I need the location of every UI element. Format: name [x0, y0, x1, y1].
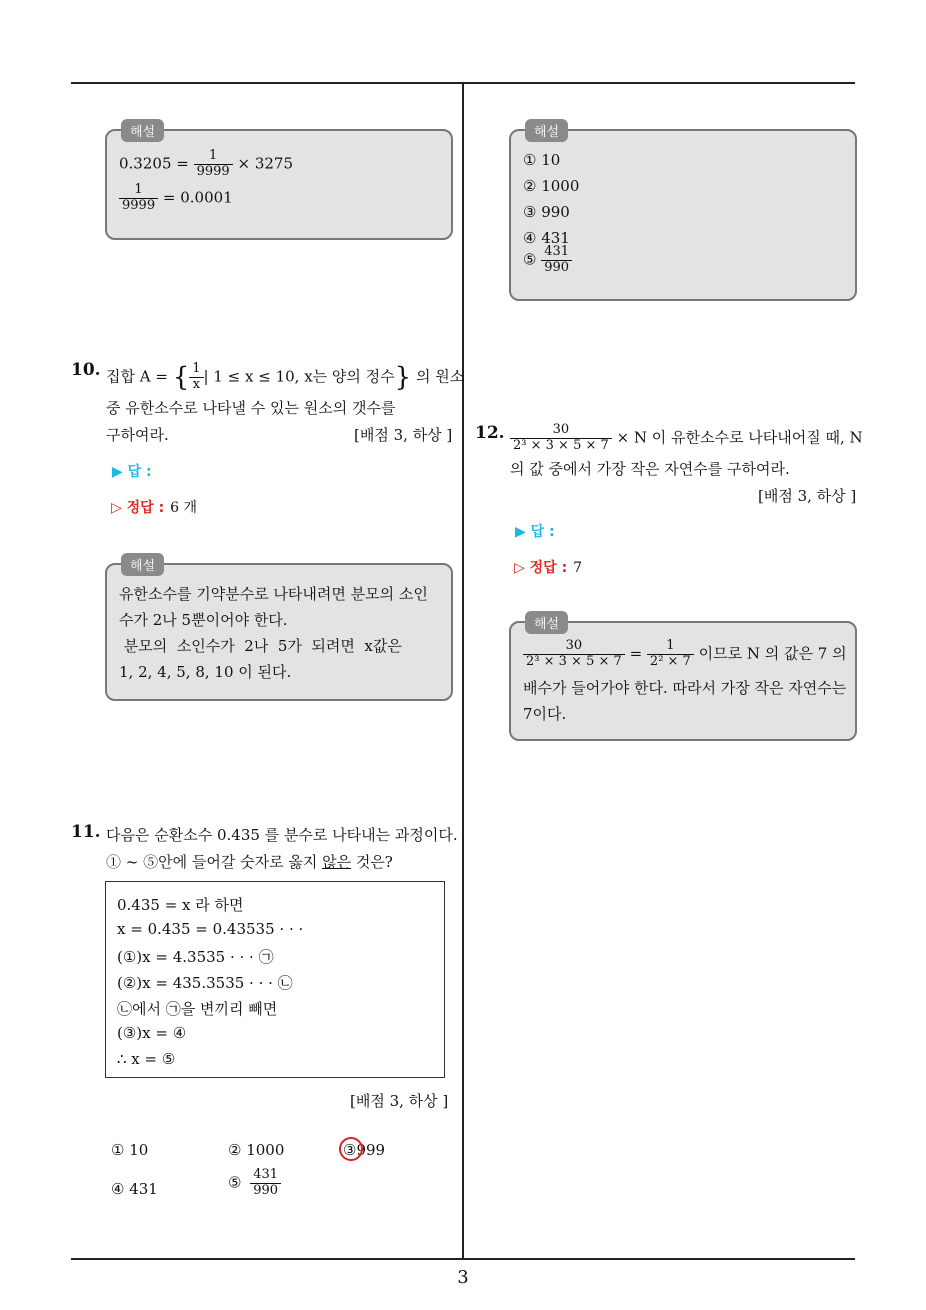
solution-tag: 해설 — [121, 119, 164, 142]
q12-solution-box — [509, 617, 857, 741]
selected-answer-mark — [339, 1137, 363, 1161]
q10-line1: 집합 A = { $\frac{1}{x}$ | 1 ≤ x ≤ 10, x는 양의 정수} 의 원소 — [106, 361, 465, 393]
q11-box-line-4: (②)x = 435.3535 · · · ㉡ — [117, 974, 293, 992]
q11-option-1[interactable]: ① 10 — [111, 1141, 149, 1159]
column-divider — [462, 83, 464, 1259]
q9-solution-box — [105, 125, 453, 240]
q11-option-2[interactable]: ② 1000 — [228, 1141, 285, 1159]
q11-line2: ① ~ ⑤안에 들어갈 숫자로 옳지 않은 것은? — [106, 853, 393, 871]
q12-sol-line-1: $\frac{30}{\text{2³ × 3 × 5 × 7}}$ = $\frac{1}{\text{2² × 7}}$ 이므로 N 의 값은 7 의 — [523, 639, 847, 670]
solution-tag: 해설 — [525, 611, 568, 634]
q11-option-5-frac: $\frac{431}{990}$ — [250, 1168, 281, 1199]
q12-correct-answer: ▷ 정답 : 7 — [514, 560, 583, 576]
q12-frac: $\frac{30}{\text{2³ × 3 × 5 × 7}}$ — [510, 423, 612, 454]
q10-sol-line-3: 분모의 소인수가 2나 5가 되려면 x값은 — [119, 637, 402, 655]
q10-sol-line-2: 수가 2나 5뿐이어야 한다. — [119, 611, 288, 629]
q11-solution-box — [509, 125, 857, 301]
q11-box-line-5: ㉡에서 ㉠을 변끼리 빼면 — [117, 1000, 278, 1018]
q10-sol-line-4: 1, 2, 4, 5, 8, 10 이 된다. — [119, 663, 292, 681]
q9-line1-rhs: × 3275 — [237, 154, 293, 173]
q12-sol-line-3: 7이다. — [523, 705, 567, 723]
q11-box-line-2: x = 0.435 = 0.43535 · · · — [117, 920, 304, 938]
q11-line1: 다음은 순환소수 0.435 를 분수로 나타내는 과정이다. — [106, 826, 458, 844]
q11-box-line-1: 0.435 = x 라 하면 — [117, 896, 244, 914]
q10-line2: 중 유한소수로 나타낼 수 있는 원소의 갯수를 — [106, 399, 396, 417]
q12-score: [배점 3, 하상 ] — [758, 487, 857, 505]
solution-tag: 해설 — [525, 119, 568, 142]
q11-sol-frac: $\frac{431}{990}$ — [541, 245, 572, 276]
q11-sol-line-1: ① 10 — [523, 151, 561, 169]
q12-line2: 의 값 중에서 가장 작은 자연수를 구하여라. — [510, 460, 790, 478]
q9-frac2: $\frac{1}{9999}$ — [119, 183, 158, 214]
q9-solution-line1 — [119, 149, 293, 180]
q10-correct-answer: ▷ 정답 : 6 개 — [111, 500, 198, 516]
q11-sol-line-5: ⑤ $\frac{431}{990}$ — [523, 245, 572, 276]
q11-box-line-6: (③)x = ④ — [117, 1024, 187, 1042]
q9-line2-rhs: = 0.0001 — [162, 188, 233, 207]
q10-line3: 구하여라. — [106, 426, 169, 444]
q9-solution-line2 — [119, 183, 233, 214]
q10-set-frac: $\frac{1}{x}$ — [189, 362, 203, 393]
q11-box-line-3: (①)x = 4.3535 · · · ㉠ — [117, 948, 274, 966]
q12-sol-frac1: $\frac{30}{\text{2³ × 3 × 5 × 7}}$ — [523, 639, 625, 670]
page-number: 3 — [457, 1267, 469, 1288]
q12-sol-line-2: 배수가 들어가야 한다. 따라서 가장 작은 자연수는 — [523, 679, 847, 697]
q10-answer-field[interactable]: ▶ 답 : — [112, 464, 152, 480]
q12-number: 12. — [475, 423, 505, 443]
q11-process-box — [105, 881, 445, 1078]
q10-score: [배점 3, 하상 ] — [354, 426, 453, 444]
q12-answer-field[interactable]: ▶ 답 : — [515, 524, 555, 540]
q12-sol-frac2: $\frac{1}{\text{2² × 7}}$ — [647, 639, 694, 670]
q10-solution-box — [105, 559, 453, 701]
q11-score: [배점 3, 하상 ] — [350, 1092, 449, 1110]
solution-tag: 해설 — [121, 553, 164, 576]
q11-option-5[interactable]: ⑤ $\frac{431}{990}$ — [228, 1168, 281, 1199]
q11-sol-line-4: ④ 431 — [523, 229, 570, 247]
q11-sol-line-2: ② 1000 — [523, 177, 580, 195]
q9-line1-lhs: 0.3205 = — [119, 154, 189, 173]
q12-line1: $\frac{30}{\text{2³ × 3 × 5 × 7}}$ × N 이 유한소수로 나타내어질 때, N — [510, 423, 863, 454]
q11-option-3[interactable]: ③999 — [343, 1141, 386, 1159]
q10-number: 10. — [71, 360, 101, 380]
q11-box-line-7: ∴ x = ⑤ — [117, 1050, 176, 1068]
q11-option-4[interactable]: ④ 431 — [111, 1180, 158, 1198]
bottom-rule — [71, 1258, 855, 1260]
q10-sol-line-1: 유한소수를 기약분수로 나타내려면 분모의 소인 — [119, 585, 428, 603]
q11-sol-line-3: ③ 990 — [523, 203, 570, 221]
q11-number: 11. — [71, 822, 101, 842]
q9-frac1: $\frac{1}{9999}$ — [194, 149, 233, 180]
